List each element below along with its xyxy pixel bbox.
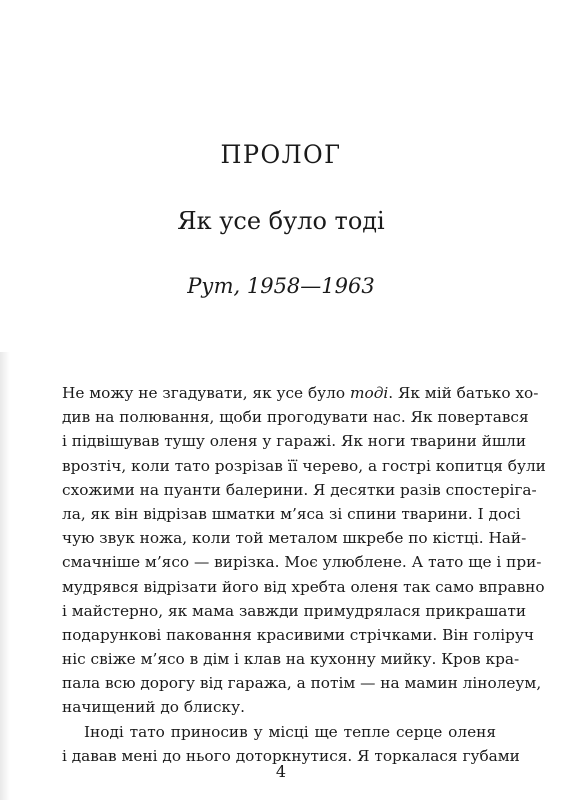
- body-text: [62, 381, 546, 768]
- paragraph-2: [62, 720, 520, 768]
- text-line: подарункові паковання красивими стрічками. Він голіруч: [62, 625, 535, 644]
- emphasis-text: тоді: [349, 384, 389, 402]
- page-number: 4: [275, 762, 287, 781]
- chapter-title: Як усе було тоді: [177, 207, 385, 235]
- text-line: пала всю дорогу від гаража, а потім — на мамин лінолеум,: [62, 674, 542, 693]
- text-line: схожими на пуанти балерини. Я десятки разів спостеріга-: [62, 480, 537, 499]
- text-line: ніс свіже м’ясо в дім і клав на кухонну мийку. Кров кра-: [62, 650, 520, 669]
- text-line: див на полювання, щоби прогодувати нас. Як повертався: [62, 408, 529, 427]
- text-line: врозтіч, коли тато розрізав її черево, а гострі копитця були: [62, 456, 546, 475]
- text-run: Не можу не згадувати, як усе було: [62, 384, 350, 402]
- text-line: мудрявся відрізати його від хребта оленя так само вправно: [62, 577, 545, 596]
- text-line: і давав мені до нього доторкнутися. Я торкалася губами: [62, 746, 520, 765]
- text-line: ла, як він відрізав шматки м’яса зі спини тварини. І досі: [62, 504, 521, 523]
- text-line: і майстерно, як мама завжди примудрялася прикрашати: [62, 601, 527, 620]
- chapter-heading: ПРОЛОГ: [220, 140, 342, 169]
- paragraph-1: [62, 381, 546, 720]
- text-line: Іноді тато приносив у місці ще тепле серце оленя: [84, 722, 496, 741]
- text-line: [62, 381, 539, 405]
- text-run: . Як мій батько хо-: [388, 384, 539, 402]
- text-line: чую звук ножа, коли той металом шкребе по кістці. Най-: [62, 529, 527, 548]
- text-line: начищений до блиску.: [62, 698, 245, 717]
- text-line: і підвішував тушу оленя у гаражі. Як ноги тварини йшли: [62, 432, 527, 451]
- scan-edge-shadow: [0, 352, 10, 800]
- text-line: смачніше м’ясо — вирізка. Моє улюблене. А тато ще і при-: [62, 553, 542, 572]
- chapter-subtitle: Рут, 1958—1963: [187, 274, 375, 298]
